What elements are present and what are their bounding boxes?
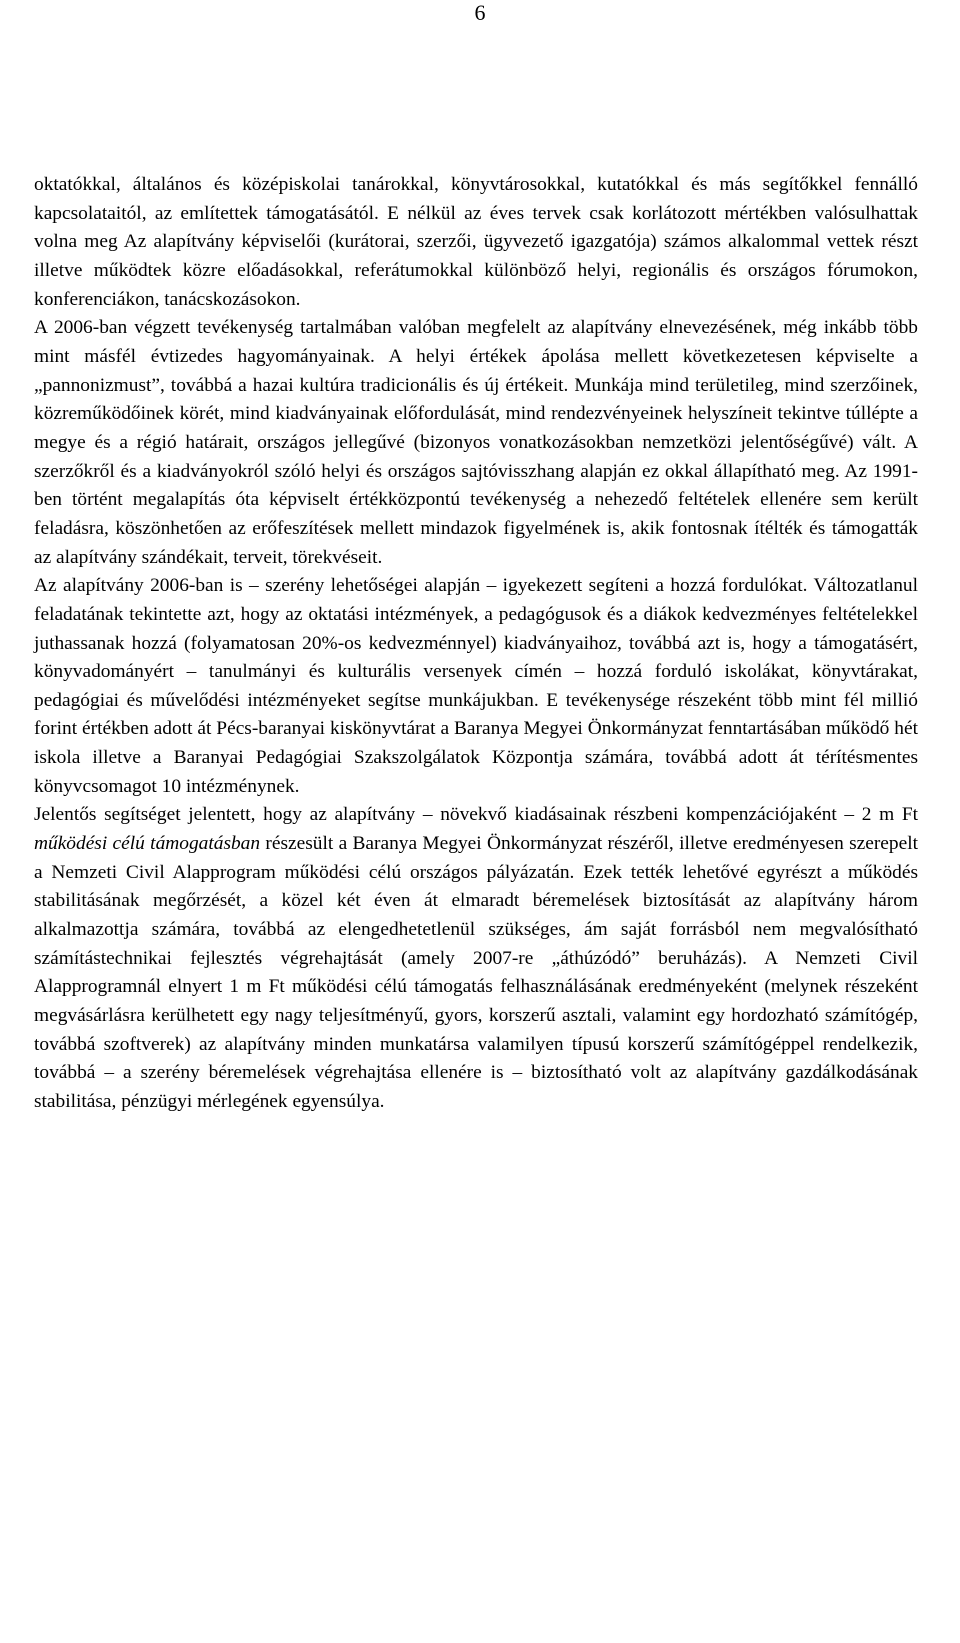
paragraph-4-part-2: részesült a Baranya Megyei Önkormányzat részéről, illetve eredményesen szerepelt a Nemzeti Civil Alapprogram működési célú országos pályázatán. Ezek tették lehetővé egyrészt a működés stabilitásának megőrzését, a közel két éven át elmaradt béremelések biztosítását az alapítvány három alkalmazottja számára, továbbá az elengedhetetlenül szükséges, ám saját forrásból nem megvalósítható számítástechnikai fejlesztés végrehajtását (amely 2007-re „áthúzódó” beruházás). A Nemzeti Civil Alapprogramnál elnyert 1 m Ft működési célú támogatás felhasználásának eredményeként (melynek részeként megvásárlásra kerülhetett egy nagy teljesítményű, gyors, korszerű asztali, valamint egy hordozható számítógép, továbbá szoftverek) az alapítvány minden munkatársa valamilyen típusú korszerű számítógéppel rendelkezik, továbbá – a szerény béremelések végrehajtása ellenére is – biztosítható volt az alapítvány gazdálkodásának stabilitása, pénzügyi mérlegének egyensúlya. [34, 833, 918, 1112]
page-number: 6 [474, 0, 486, 25]
paragraph-4-part-1: Jelentős segítséget jelentett, hogy az alapítvány – növekvő kiadásainak részbeni kompenzációjaként – 2 m Ft [34, 804, 918, 826]
document-body [34, 171, 918, 1117]
paragraph-4-italic: működési célú támogatásban [34, 833, 261, 855]
paragraph-1: oktatókkal, általános és középiskolai tanárokkal, könyvtárosokkal, kutatókkal és más segítőkkel fennálló kapcsolataitól, az említettek támogatásától. E nélkül az éves tervek csak korlátozott mértékben valósulhattak volna meg Az alapítvány képviselői (kurátorai, szerzői, ügyvezető igazgatója) számos alkalommal vettek részt illetve működtek közre előadásokkal, referátumokkal különböző helyi, regionális és országos fórumokon, konferenciákon, tanácskozásokon. [34, 174, 918, 310]
paragraph-2: A 2006-ban végzett tevékenység tartalmában valóban megfelelt az alapítvány elnevezésének, még inkább több mint másfél évtizedes hagyományainak. A helyi értékek ápolása mellett következetesen képviselte a „pannonizmust”, továbbá a hazai kultúra tradicionális és új értékeit. Munkája mind területileg, mind szerzőinek, közreműködőinek körét, mind kiadványainak előfordulását, mind rendezvényeinek helyszíneit tekintve túllépte a megye és a régió határait, országos jellegűvé (bizonyos vonatkozásokban nemzetközi jelentőségűvé) vált. A szerzőkről és a kiadványokról szóló helyi és országos sajtóvisszhang alapján ez okkal állapítható meg. Az 1991-ben történt megalapítás óta képviselt értékközpontú tevékenység a nehezedő feltételek ellenére sem került feladásra, köszönhetően az erőfeszítések mellett mindazok figyelmének is, akik fontosnak ítélték és támogatták az alapítvány szándékait, terveit, törekvéseit. [34, 317, 918, 568]
paragraph-3: Az alapítvány 2006-ban is – szerény lehetőségei alapján – igyekezett segíteni a hozzá fordulókat. Változatlanul feladatának tekintette azt, hogy az oktatási intézmények, a pedagógusok és a diákok kedvezményes feltételekkel juthassanak hozzá (folyamatosan 20%-os kedvezménnyel) kiadványaihoz, továbbá azt is, hogy a támogatásért, könyvadományért – tanulmányi és kulturális versenyek címén – hozzá forduló iskolákat, könyvtárakat, pedagógiai és művelődési intézményeket segítse munkájukban. E tevékenysége részeként több mint fél millió forint értékben adott át Pécs-baranyai kiskönyvtárat a Baranya Megyei Önkormányzat fenntartásában működő hét iskola illetve a Baranyai Pedagógiai Szakszolgálatok Központja számára, továbbá adott át térítésmentes könyvcsomagot 10 intézménynek. [34, 575, 918, 797]
paragraph-4 [34, 801, 918, 1116]
